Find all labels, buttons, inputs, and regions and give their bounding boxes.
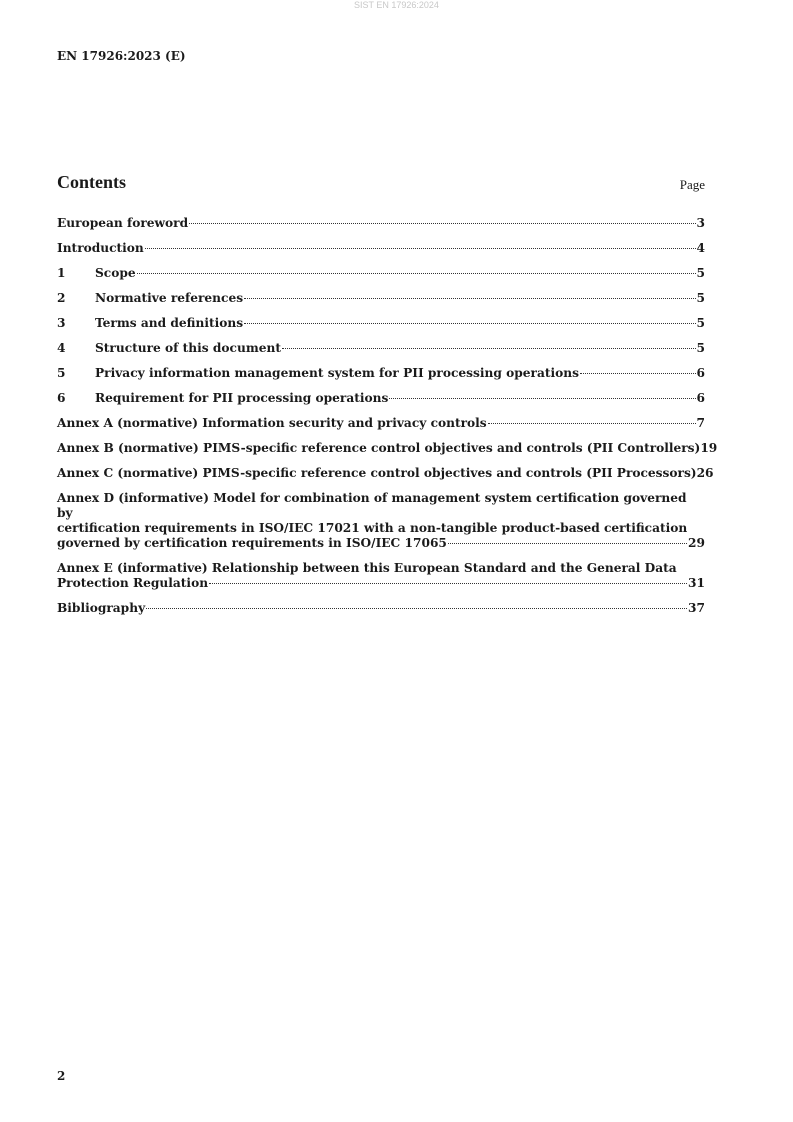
document-id: EN 17926:2023 (E) [57, 49, 186, 63]
toc-entry[interactable] [57, 241, 705, 256]
toc-entry[interactable] [57, 366, 705, 381]
toc-entry[interactable] [57, 466, 714, 481]
toc-entry-label: Annex A (normative) Information security and privacy controls [57, 416, 487, 430]
toc-entry-page: 5 [696, 266, 705, 280]
leader-dots [389, 398, 695, 399]
toc-entry[interactable] [57, 416, 705, 431]
toc-entry-number: 3 [57, 316, 66, 330]
toc-entry-label: Requirement for PII processing operations [95, 391, 389, 405]
toc-entry-number: 6 [57, 391, 66, 405]
leader-dots [580, 373, 696, 374]
leader-dots [488, 423, 696, 424]
page-number: 2 [57, 1069, 66, 1083]
toc-entry-label: Scope [95, 266, 136, 280]
toc-entry[interactable] [57, 561, 705, 591]
toc-entry[interactable] [57, 391, 705, 406]
page-column-label: Page [679, 177, 705, 192]
leader-dots [189, 223, 695, 224]
toc-entry-number: 4 [57, 341, 66, 355]
leader-dots [282, 348, 696, 349]
toc-entry[interactable] [57, 291, 705, 306]
toc-entry-page: 3 [696, 216, 705, 230]
leader-dots [146, 608, 687, 609]
leader-dots [244, 298, 695, 299]
toc-entry-page: 29 [688, 536, 705, 550]
toc-entry-page: 26 [696, 466, 714, 480]
toc-entry-page: 5 [696, 316, 705, 330]
toc-entry[interactable] [57, 441, 718, 456]
toc-entry-page: 6 [696, 366, 705, 380]
toc-entry[interactable] [57, 216, 705, 231]
table-of-contents [57, 216, 718, 626]
toc-entry-label: European foreword [57, 216, 189, 230]
toc-entry-label: Introduction [57, 241, 144, 255]
toc-entry-label: governed by certification requirements in ISO/IEC 17065 [57, 536, 447, 550]
toc-entry-page: 6 [696, 391, 705, 405]
toc-entry-number: 5 [57, 366, 66, 380]
toc-entry-page: 37 [688, 601, 705, 615]
toc-entry-label: Protection Regulation [57, 576, 209, 590]
toc-entry-label-line: certification requirements in ISO/IEC 17021 with a non-tangible product-based certification [57, 521, 688, 535]
leader-dots [137, 273, 696, 274]
toc-entry-label: Normative references [95, 291, 244, 305]
toc-entry-label: Terms and definitions [95, 316, 244, 330]
leader-dots [145, 248, 696, 249]
contents-title: Contents [57, 172, 127, 192]
toc-entry[interactable] [57, 341, 705, 356]
toc-entry-number: 2 [57, 291, 66, 305]
toc-entry-page: 19 [700, 441, 718, 455]
toc-entry-label: Structure of this document [95, 341, 281, 355]
toc-entry-page: 4 [696, 241, 705, 255]
toc-entry-label-line: Annex D (informative) Model for combination of management system certification governed by [57, 491, 687, 520]
toc-entry-label: Annex B (normative) PIMS-specific reference control objectives and controls (PII Controllers) [57, 441, 701, 455]
toc-entry-page: 7 [696, 416, 705, 430]
leader-dots [209, 583, 687, 584]
toc-entry[interactable] [57, 316, 705, 331]
toc-entry-page: 5 [696, 291, 705, 305]
toc-entry[interactable] [57, 266, 705, 281]
toc-entry[interactable] [57, 601, 705, 616]
toc-entry-page: 31 [688, 576, 705, 590]
toc-entry-page: 5 [696, 341, 705, 355]
leader-dots [244, 323, 695, 324]
leader-dots [448, 543, 687, 544]
toc-entry[interactable] [57, 491, 705, 551]
toc-entry-label: Privacy information management system for PII processing operations [95, 366, 579, 380]
watermark: SIST EN 17926:2024 [354, 0, 439, 10]
toc-entry-number: 1 [57, 266, 66, 280]
toc-entry-label: Bibliography [57, 601, 146, 615]
toc-entry-label: Annex C (normative) PIMS-specific reference control objectives and controls (PII Processors) [57, 466, 697, 480]
toc-entry-label-line: Annex E (informative) Relationship between this European Standard and the General Data [57, 561, 677, 575]
